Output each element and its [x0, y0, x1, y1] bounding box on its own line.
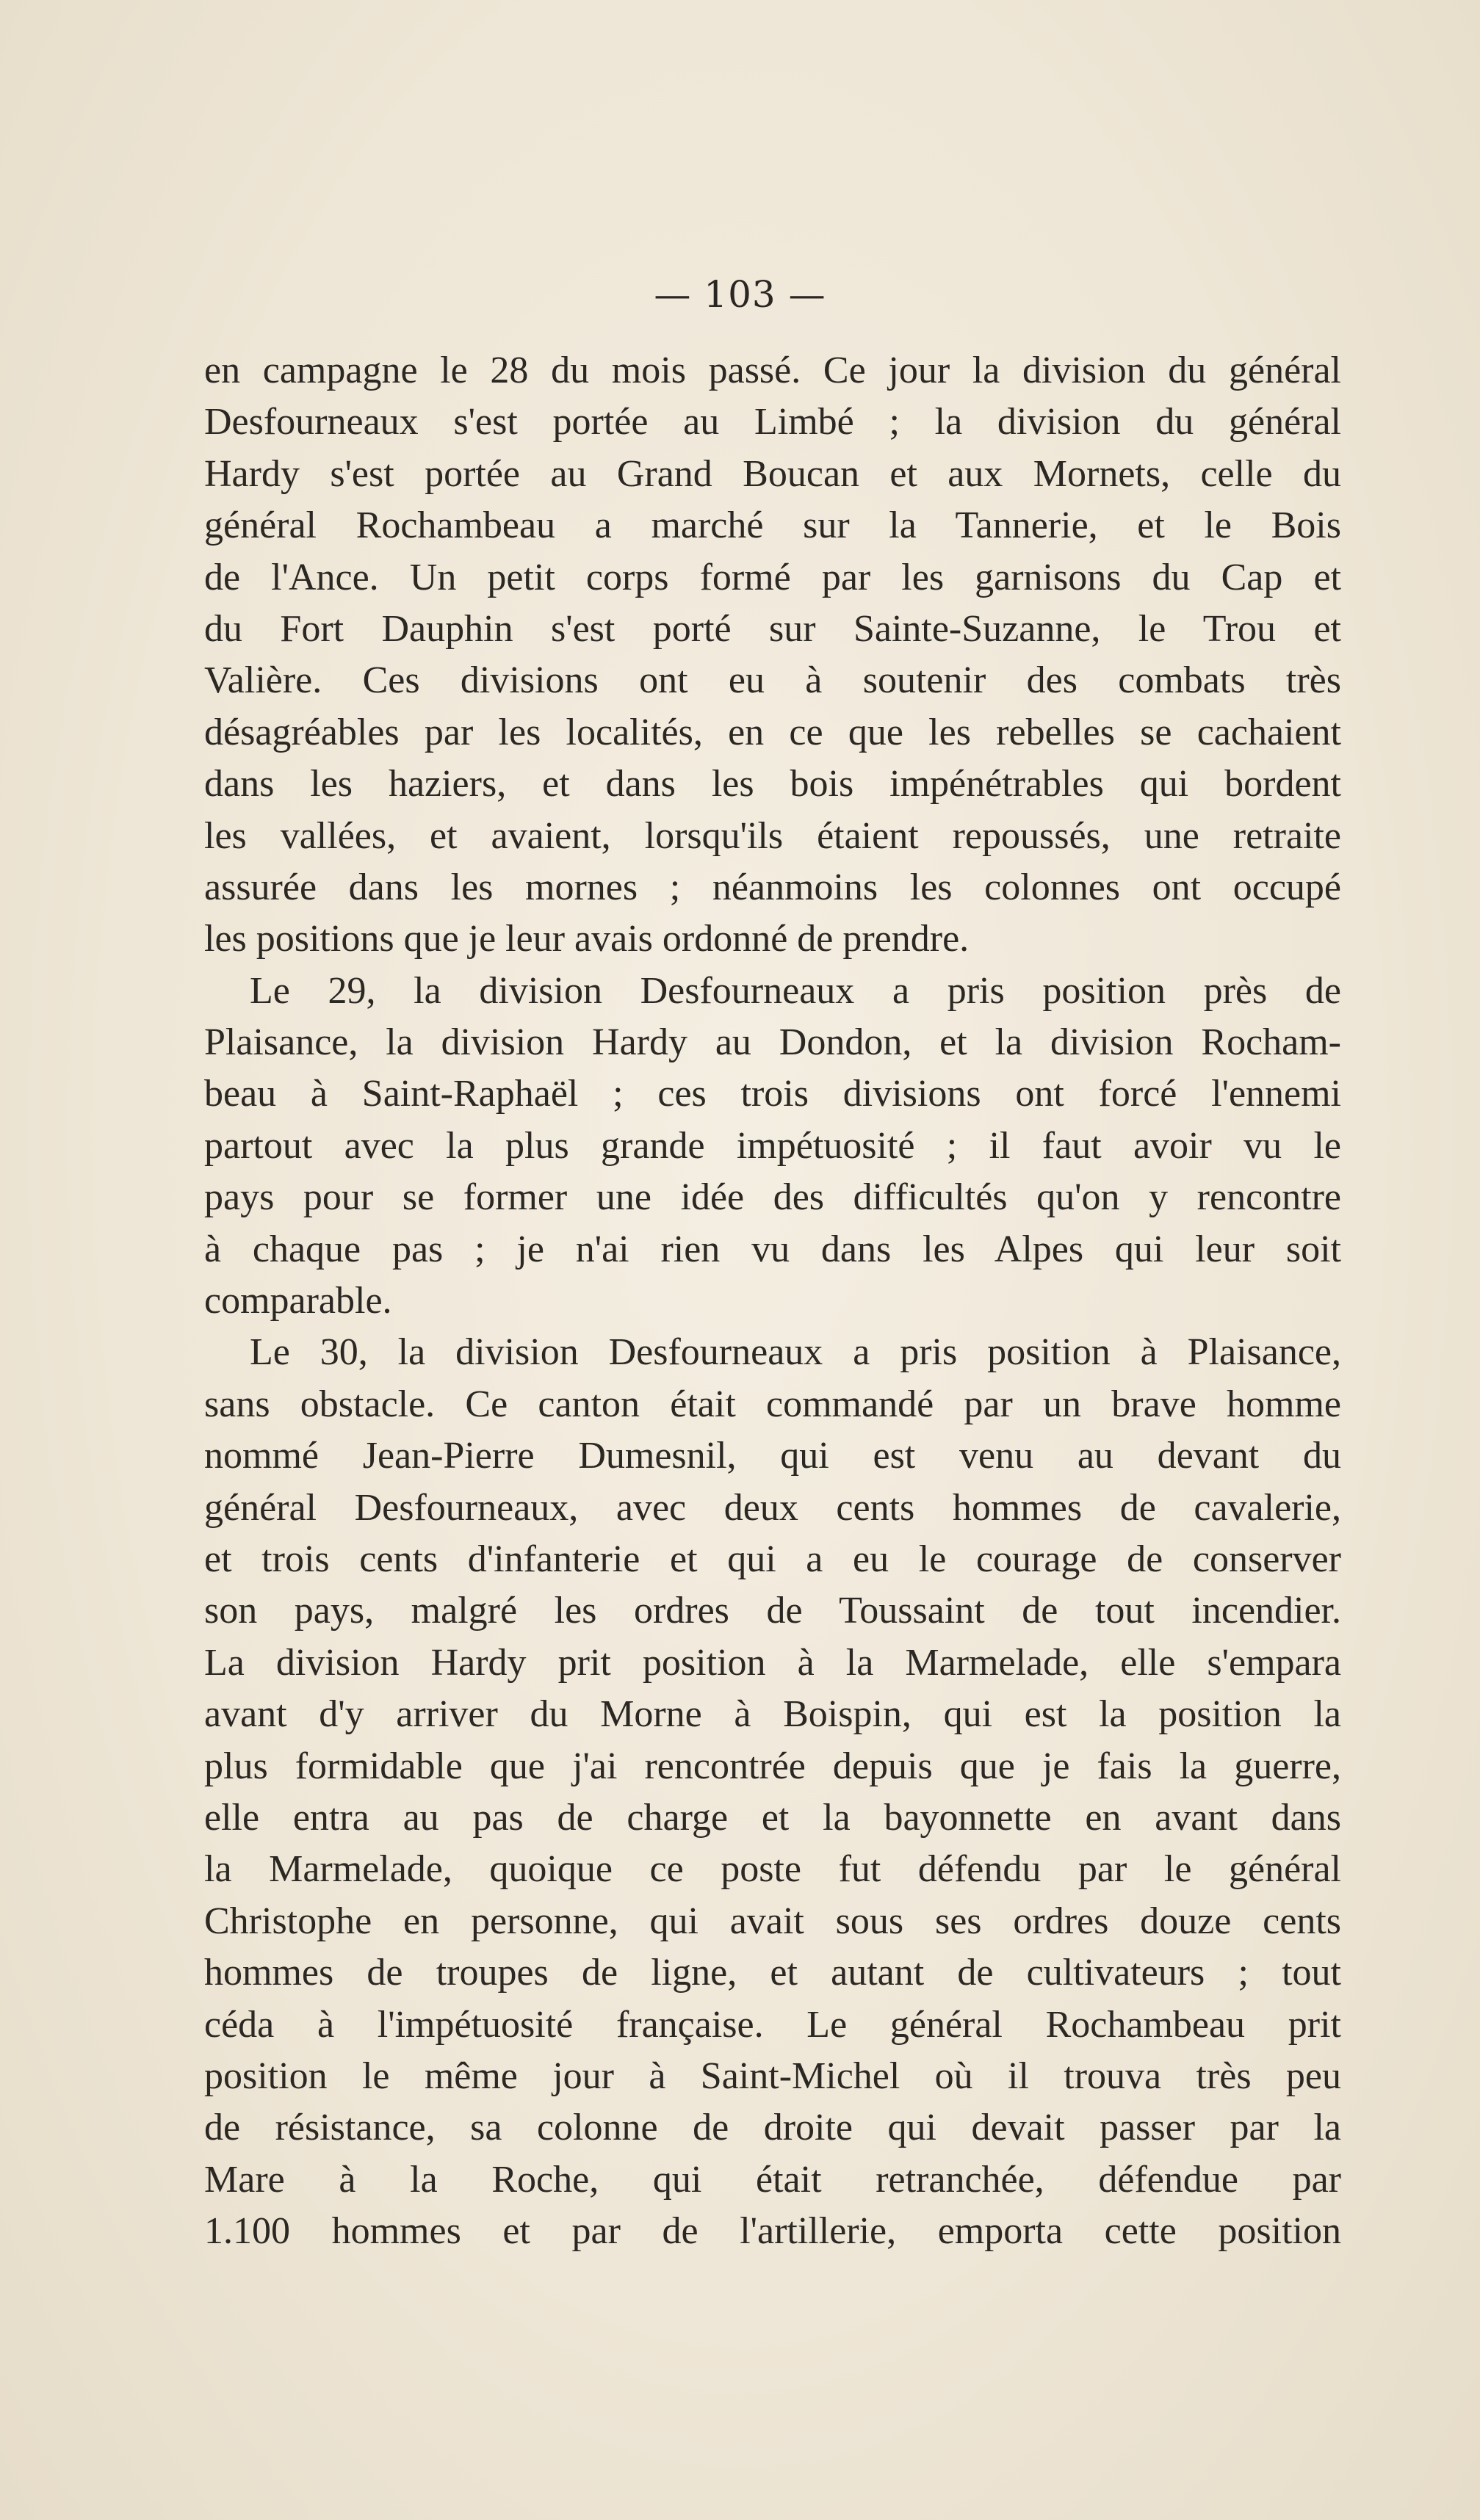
text-line: céda à l'impétuosité française. Le général Rochambeau prit	[204, 2003, 1341, 2046]
text-line: avant d'y arriver du Morne à Boispin, qui est la position la	[204, 1693, 1341, 1736]
text-line: Valière. Ces divisions ont eu à soutenir des combats très	[204, 659, 1341, 702]
text-line: nommé Jean-Pierre Dumesnil, qui est venu au devant du	[204, 1435, 1341, 1477]
text-line: Plaisance, la division Hardy au Dondon, et la division Rocham-	[204, 1021, 1341, 1064]
text-line: de l'Ance. Un petit corps formé par les garnisons du Cap et	[204, 556, 1341, 598]
text-line: elle entra au pas de charge et la bayonnette en avant dans	[204, 1796, 1341, 1839]
text-line: assurée dans les mornes ; néanmoins les colonnes ont occupé	[204, 866, 1341, 908]
body-text	[204, 345, 1341, 2257]
text-line: beau à Saint-Raphaël ; ces trois divisions ont forcé l'ennemi	[204, 1073, 1341, 1115]
text-line: la Marmelade, quoique ce poste fut défendu par le général	[204, 1848, 1341, 1891]
text-line: et trois cents d'infanterie et qui a eu le courage de conserver	[204, 1538, 1341, 1580]
text-line: 1.100 hommes et par de l'artillerie, emporta cette position	[204, 2210, 1341, 2253]
text-line: plus formidable que j'ai rencontrée depuis que je fais la guerre,	[204, 1745, 1341, 1787]
text-line: sans obstacle. Ce canton était commandé par un brave homme	[204, 1383, 1341, 1425]
text-line: Hardy s'est portée au Grand Boucan et aux Mornets, celle du	[204, 452, 1341, 495]
text-line: à chaque pas ; je n'ai rien vu dans les Alpes qui leur soit	[204, 1228, 1341, 1270]
page-number: — 103 —	[654, 273, 826, 316]
text-line: partout avec la plus grande impétuosité ; il faut avoir vu le	[204, 1124, 1341, 1167]
text-line: son pays, malgré les ordres de Toussaint de tout incendier.	[204, 1590, 1341, 1632]
text-line: Christophe en personne, qui avait sous ses ordres douze cents	[204, 1900, 1341, 1942]
text-line: position le même jour à Saint-Michel où il trouva très peu	[204, 2054, 1341, 2097]
text-line: pays pour se former une idée des difficultés qu'on y rencontre	[204, 1176, 1341, 1219]
text-line: les positions que je leur avais ordonné de prendre.	[204, 918, 970, 960]
text-line: en campagne le 28 du mois passé. Ce jour la division du général	[204, 350, 1341, 391]
text-line: du Fort Dauphin s'est porté sur Sainte-Suzanne, le Trou et	[204, 607, 1341, 650]
text-line: hommes de troupes de ligne, et autant de cultivateurs ; tout	[204, 1952, 1341, 1994]
text-line: Desfourneaux s'est portée au Limbé ; la division du général	[204, 401, 1341, 443]
text-line: Le 30, la division Desfourneaux a pris position à Plaisance,	[250, 1331, 1341, 1374]
text-line: Le 29, la division Desfourneaux a pris position près de	[250, 969, 1341, 1012]
text-line: général Desfourneaux, avec deux cents hommes de cavalerie,	[204, 1486, 1341, 1529]
text-line: désagréables par les localités, en ce que les rebelles se cachaient	[204, 711, 1341, 753]
text-line: Mare à la Roche, qui était retranchée, défendue par	[204, 2158, 1341, 2201]
text-line: dans les haziers, et dans les bois impénétrables qui bordent	[204, 763, 1341, 805]
text-line: les vallées, et avaient, lorsqu'ils étaient repoussés, une retraite	[204, 814, 1341, 857]
text-line: général Rochambeau a marché sur la Tannerie, et le Bois	[204, 504, 1341, 547]
text-line: de résistance, sa colonne de droite qui devait passer par la	[204, 2107, 1341, 2149]
text-line: La division Hardy prit position à la Marmelade, elle s'empara	[204, 1641, 1341, 1684]
text-line: comparable.	[204, 1280, 392, 1322]
